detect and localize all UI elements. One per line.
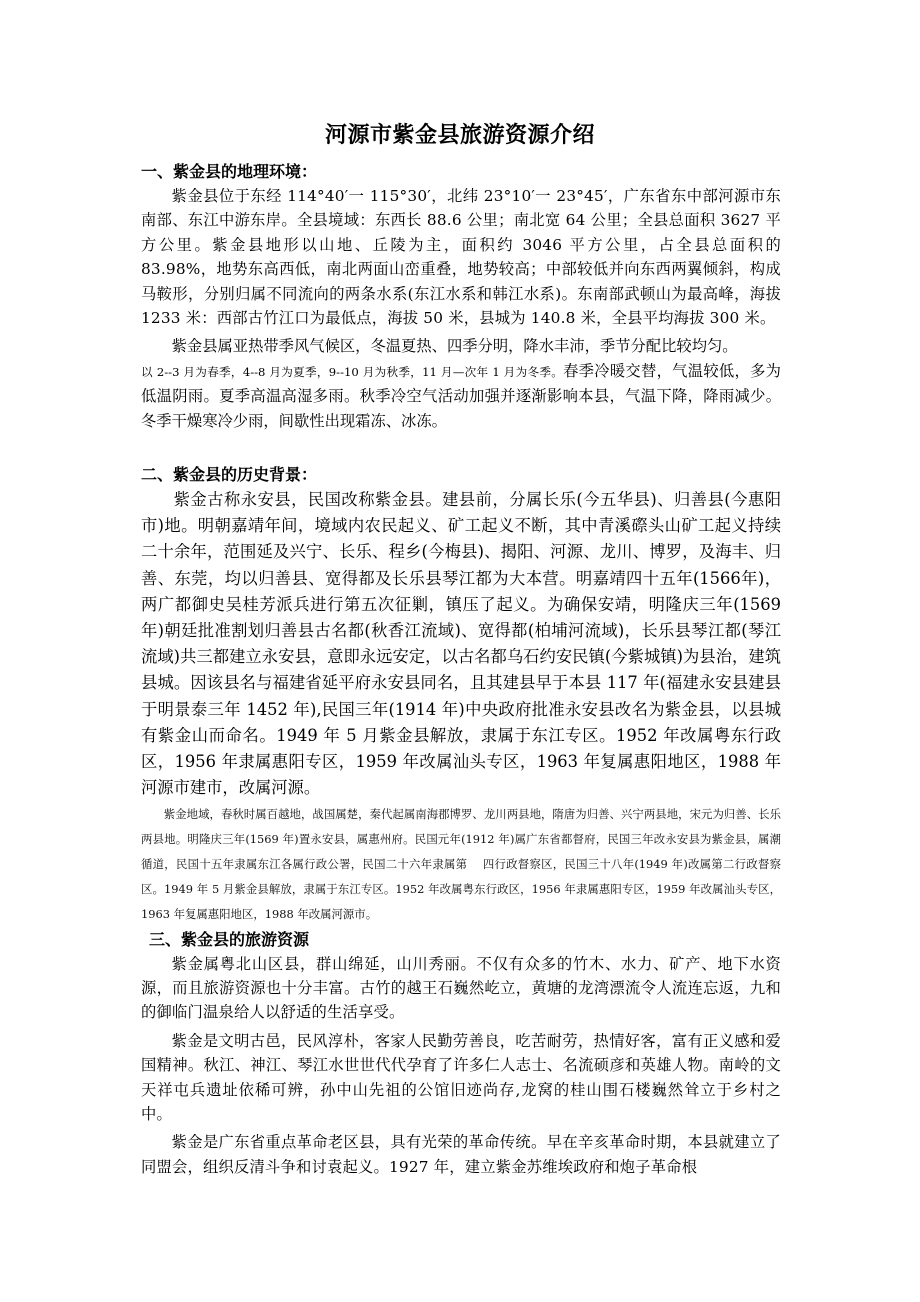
paragraph-tourism-2: 紫金是文明古邑，民风淳朴，客家人民勤劳善良，吃苦耐劳，热情好客，富有正义感和爱国精神。秋江、神江、琴江水世世代代孕育了许多仁人志士、名流硕彦和英雄人物。南岭的文天祥屯兵遗址依稀可辨，孙中山先祖的公馆旧迹尚存,龙窝的桂山围石楼巍然耸立于乡村之中。 <box>141 1031 781 1123</box>
section-heading-geography: 一、紫金县的地理环境： <box>141 162 318 181</box>
section-heading-history: 二、紫金县的历史背景： <box>141 465 318 485</box>
paragraph-tourism-3: 紫金是广东省重点革命老区县，具有光荣的革命传统。早在辛亥革命时期，本县就建立了同盟会，组织反清斗争和讨袁起义。1927 年，建立紫金苏维埃政府和炮子革命根 <box>141 1133 781 1176</box>
paragraph-history-note: 紫金地域，春秋时属百越地，战国属楚，秦代起属南海郡博罗、龙川两县地，隋唐为归善、兴宁两县地，宋元为归善、长乐两县地。明隆庆三年(1569 年)置永安县，属惠州府。民国元年(1912 年)属广东省都督府，民国三年改永安县为紫金县，属潮循道，民国十五年隶属东江各属行政公署，民国二十六年隶属第 四行政督察区，民国三十八年(1949 年)改属第二行政督察区。1949 年 5 月紫金县解放，隶属于东江专区。1952 年改属粤东行政区，1956 年隶属惠阳专区，1959 年改属汕头专区，1963 年复属惠阳地区，1988 年改属河源市。 <box>141 806 781 922</box>
climate-line: 紫金县属亚热带季风气候区，冬温夏热、四季分明，降水丰沛，季节分配比较均匀。 <box>171 337 738 356</box>
climate-description: 春季冷暖交替，气温较低，多为低温阴雨。夏季高温高湿多雨。秋季冷空气活动加强并逐渐影响本县，气温下降，降雨减少。冬季干燥寒冷少雨，间歇性出现霜冻、冰冻。 <box>141 361 781 430</box>
document-body <box>141 160 781 1179</box>
paragraph-history: 紫金古称永安县，民国改称紫金县。建县前，分属长乐(今五华县)、归善县(今惠阳市)地。明朝嘉靖年间，境域内农民起义、矿工起义不断，其中青溪磜头山矿工起义持续二十余年，范围延及兴宁、长乐、程乡(今梅县)、揭阳、河源、龙川、博罗，及海丰、归善、东莞，均以归善县、宽得都及长乐县琴江都为大本营。明嘉靖四十五年(1566年)，两广都御史吴桂芳派兵进行第五次征剿，镇压了起义。为确保安靖，明隆庆三年(1569年)朝廷批准割划归善县古名都(秋香江流域)、宽得都(柏埔河流域)，长乐县琴江都(琴江流域)共三都建立永安县，意即永远安定，以古名都乌石约安民镇(今紫城镇)为县治，建筑县城。因该县名与福建省延平府永安县同名，且其建县早于本县 117 年(福建永安县建县于明景泰三年 1452 年),民国三年(1914 年)中央政府批准永安县改名为紫金县，以县城有紫金山而命名。1949 年 5 月紫金县解放，隶属于东江专区。1952 年改属粤东行政区，1956 年隶属惠阳专区，1959 年改属汕头专区，1963 年复属惠阳地区，1988 年河源市建市，改属河源。 <box>141 490 781 798</box>
paragraph-tourism-1: 紫金属粤北山区县，群山绵延，山川秀丽。不仅有众多的竹木、水力、矿产、地下水资源，而且旅游资源也十分丰富。古竹的越王石巍然屹立，黄塘的龙湾漂流令人流连忘返，九和的御临门温泉给人以舒适的生活享受。 <box>141 954 781 1022</box>
section-heading-tourism: 三、紫金县的旅游资源 <box>149 929 310 949</box>
paragraph-climate <box>141 334 781 433</box>
climate-seasons-note: 以 2--3 月为春季，4--8 月为夏季，9--10 月为秋季，11 月—次年 1 月为冬季。 <box>141 364 564 379</box>
document-title: 河源市紫金县旅游资源介绍 <box>324 122 595 148</box>
paragraph-geography: 紫金县位于东经 114°40′一 115°30′，北纬 23°10′一 23°45′，广东省东中部河源市东南部、东江中游东岸。全县境域：东西长 88.6 公里；南北宽 64 公里；全县总面积 3627 平方公里。紫金县地形以山地、丘陵为主，面积约 3046 平方公里，占全县总面积的 83.98%，地势东高西低，南北两面山峦重叠，地势较高；中部较低并向东西两翼倾斜，构成马鞍形，分别归属不同流向的两条水系(东江水系和韩江水系)。东南部武顿山为最高峰，海拔 1233 米：西部古竹江口为最低点，海拔 50 米，县城为 140.8 米，全县平均海拔 300 米。 <box>141 187 781 328</box>
